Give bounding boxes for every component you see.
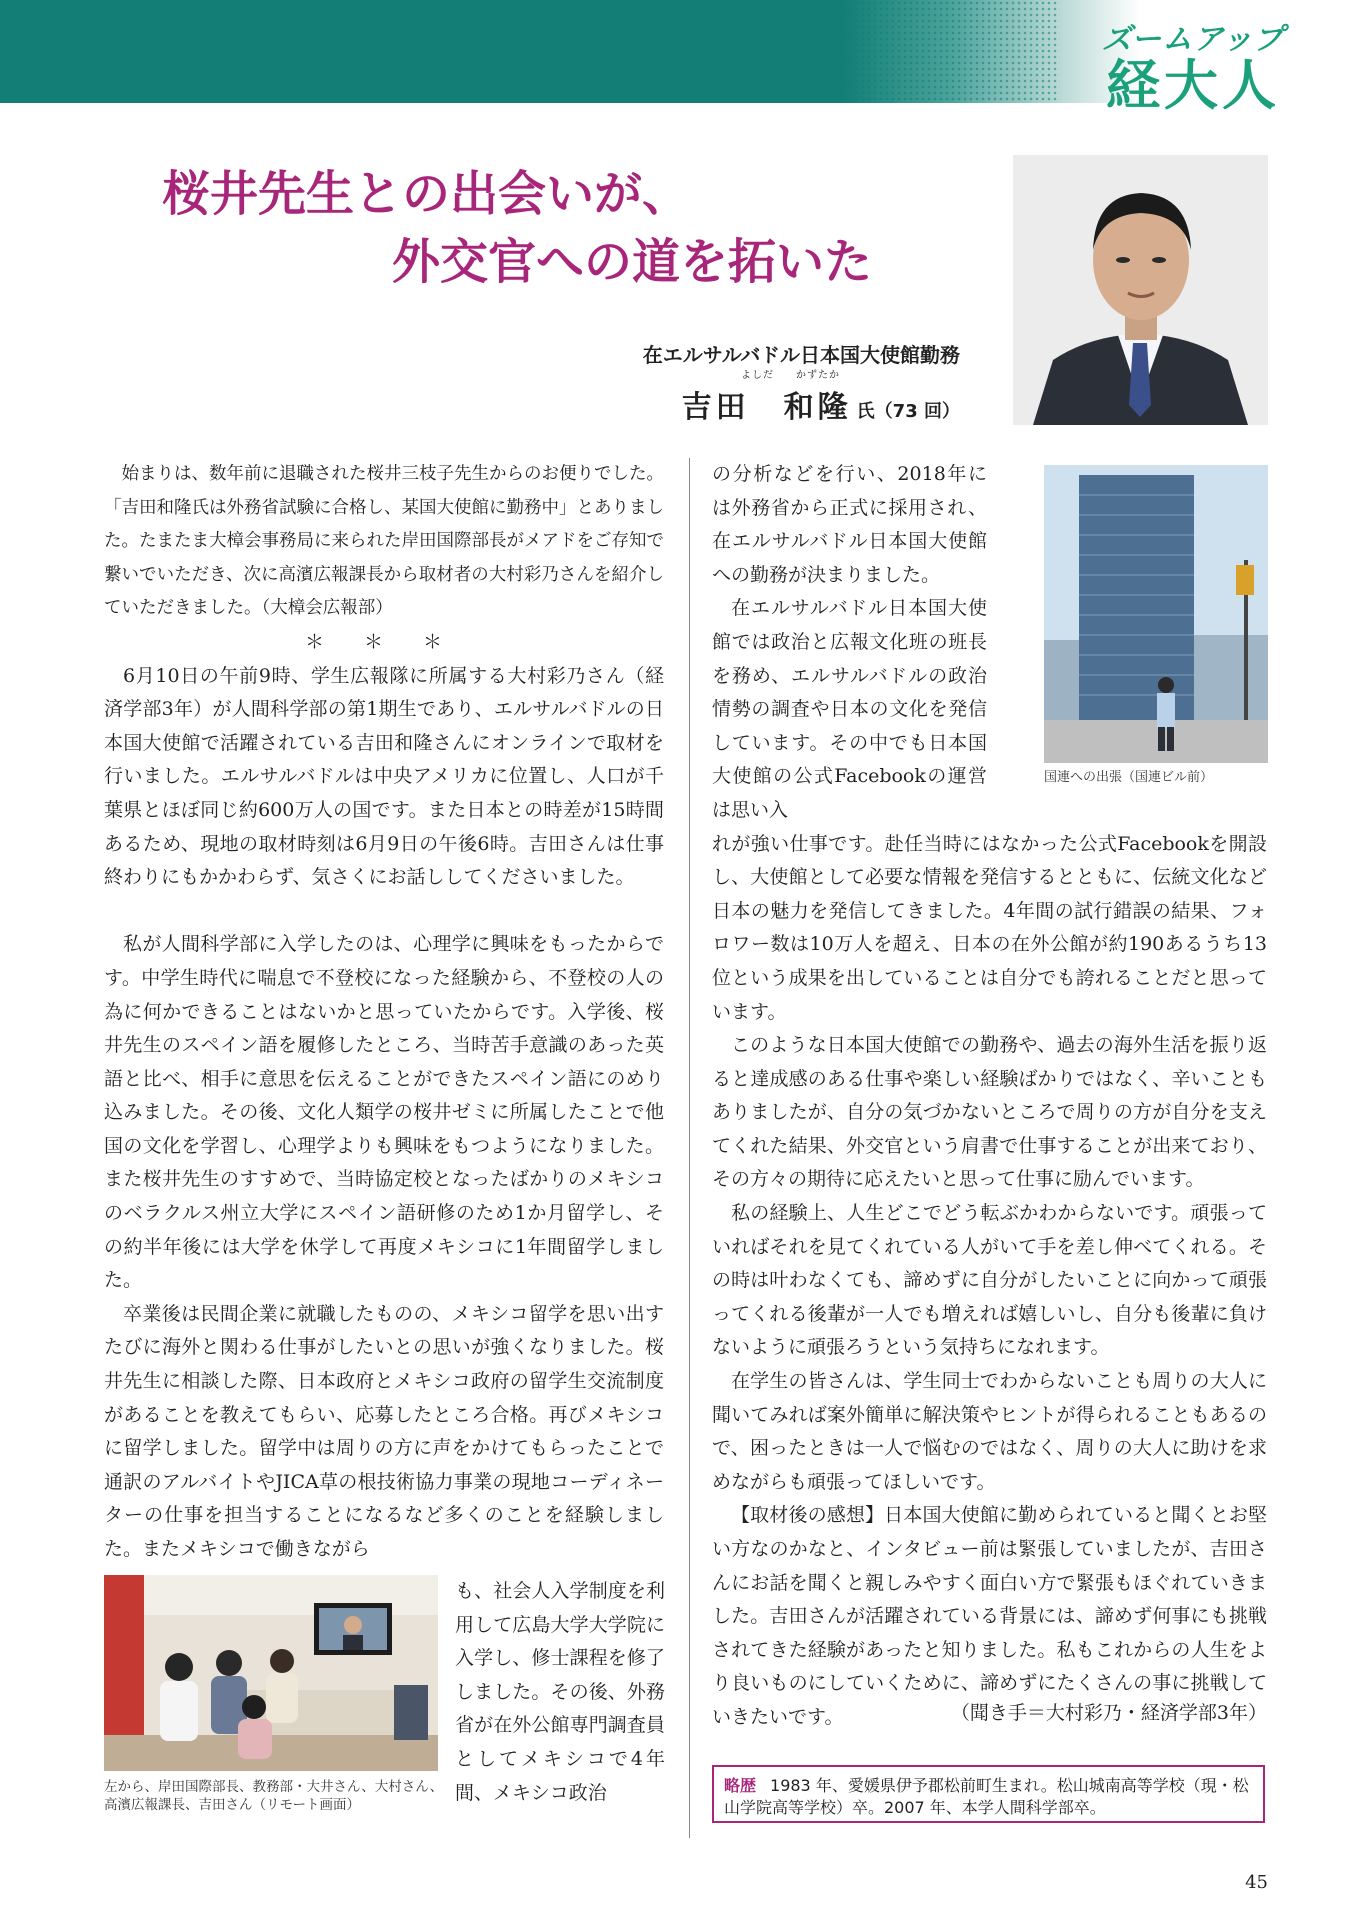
right-paragraph-4: 在学生の皆さんは、学生同士でわからないことも周りの大人に聞いてみれば案外簡単に解決策やヒントが得られることもあるので、困ったときは一人で悩むのではなく、周りの大人に助けを求めながらも頑張ってほしいです。 xyxy=(712,1370,1267,1493)
section-main-title: 経大人 xyxy=(1106,54,1280,117)
right-wrap-paragraph-1: の分析などを行い、2018年には外務省から正式に採用され、在エルサルバドル日本国大使館への勤務が決まりました。 xyxy=(712,463,987,586)
right-paragraph-5: 【取材後の感想】日本国大使館に勤められていると聞くとお堅い方なのかなと、インタビュー前は緊張していましたが、吉田さんにお話を聞くと親しみやすく面白い方で緊張もほぐれていきました。吉田さんが活躍されている背景には、諦めず何事にも挑戦されてきた経験があったと知りました。私もこれからの人生をより良いものにしていくために、諦めずにたくさんの事に挑戦していきたいです。 xyxy=(712,1504,1267,1728)
byline-name-reading: よしだ かずたか xyxy=(741,370,840,381)
section-badge xyxy=(1068,14,1318,117)
profile-text: 1983 年、愛媛県伊予郡松前町生まれ。松山城南高等学校（現・松山学院高等学校）卒。2007 年、本学人間科学部卒。 xyxy=(724,1776,1249,1817)
byline-name: 吉田 和隆 xyxy=(681,390,852,425)
headline-line-2: 外交官への道を拓いた xyxy=(392,234,873,290)
profile-label: 略歴 xyxy=(724,1776,757,1795)
blank-line xyxy=(104,895,664,929)
section-separator: ＊＊＊ xyxy=(304,630,482,653)
byline-suffix: 氏（73 回） xyxy=(856,401,960,422)
right-paragraph-3: 私の経験上、人生どこでどう転ぶかわからないです。頑張っていればそれを見てくれている人がいて手を差し伸べてくれる。その時は叶わなくても、諦めずに自分がしたいことに向かって頑張ってくれる後輩が一人でも増えれば嬉しいし、自分も後輩に負けないように頑張ろうという気持ちになれます。 xyxy=(712,1202,1267,1359)
intro-paragraph: 始まりは、数年前に退職された桜井三枝子先生からのお便りでした。「吉田和隆氏は外務省試験に合格し、某国大使館に勤務中」とありました。たまたま大樟会事務局に来られた岸田国際部長がメアドをご存知で繋いでいただき、次に高濱広報課長から取材者の大村彩乃さんを紹介していただきました。（大樟会広報部） xyxy=(104,464,664,619)
paragraph-1: 6月10日の午前9時、学生広報隊に所属する大村彩乃さん（経済学部3年）が人間科学部の第1期生であり、エルサルバドルの日本国大使館で活躍されている吉田和隆さんにオンラインで取材を行いました。エルサルバドルは中央アメリカに位置し、人口が千葉県とほぼ同じ約600万人の国です。また日本との時差が15時間あるため、現地の取材時刻は6月9日の午後6時。吉田さんは仕事終わりにもかかわらず、気さくにお話ししてくださいました。 xyxy=(104,664,664,889)
right-column xyxy=(712,458,1267,1735)
column-divider xyxy=(689,458,690,1838)
portrait-illustration xyxy=(1013,155,1268,425)
portrait-photo xyxy=(1013,155,1268,425)
section-sub-title: ズームアップ xyxy=(1101,22,1285,57)
page-number: 45 xyxy=(1245,1872,1268,1893)
left-column xyxy=(104,458,664,1567)
right-paragraph-1-continued: れが強い仕事です。赴任当時にはなかった公式Facebookを開設し、大使館として必要な情報を発信するとともに、伝統文化など日本の魅力を発信してきました。4年間の試行錯誤の結果、フォロワー数は10万人を超え、日本の在外公館が約190あるうち13位という成果を出していることは自分でも誇れることだと思っています。 xyxy=(712,832,1267,1023)
byline xyxy=(560,340,960,426)
right-wrap-block xyxy=(712,458,987,828)
meeting-illustration xyxy=(104,1575,438,1771)
left-wrap-text: も、社会人入学制度を利用して広島大学大学院に入学し、修士課程を修了しました。その後、外務省が在外公館専門調査員としてメキシコで4年間、メキシコ政治 xyxy=(455,1580,665,1804)
paragraph-3: 卒業後は民間企業に就職したものの、メキシコ留学を思い出すたびに海外と関わる仕事がしたいとの思いが強くなりました。桜井先生に相談した際、日本政府とメキシコ政府の留学生交流制度があることを教えてもらい、応募したところ合格。再びメキシコに留学しました。留学中は周りの方に声をかけてもらったことで通訳のアルバイトやJICA草の根技術協力事業の現地コーディネーターの仕事を担当することになるなど多くのことを経験しました。またメキシコで働きながら xyxy=(104,1302,664,1560)
paragraph-2: 私が人間科学部に入学したのは、心理学に興味をもったからです。中学生時代に喘息で不登校になった経験から、不登校の人の為に何かできることはないかと思っていたからです。入学後、桜井先生のスペイン語を履修したところ、当時苦手意識のあった英語と比べ、相手に意思を伝えることができたスペイン語にのめり込みました。その後、文化人類学の桜井ゼミに所属したことで他国の文化を学習し、心理学よりも興味をもつようになりました。また桜井先生のすすめで、当時協定校となったばかりのメキシコのベラクルス州立大学にスペイン語研修のため1か月留学し、その約半年後には大学を休学して再度メキシコに1年間留学しました。 xyxy=(104,933,664,1292)
article-headline xyxy=(162,160,962,296)
headline-line-1: 桜井先生との出会いが、 xyxy=(162,166,691,222)
right-paragraph-2: このような日本国大使館での勤務や、過去の海外生活を振り返ると達成感のある仕事や楽しい経験ばかりではなく、辛いこともありましたが、自分の気づかないところで周りの方が自分を支えてくれた結果、外交官という肩書で仕事することが出来ており、その方々の期待に応えたいと思って仕事に励んでいます。 xyxy=(712,1034,1267,1191)
profile-box xyxy=(712,1765,1265,1823)
right-wrap-paragraph-2: 在エルサルバドル日本国大使館では政治と広報文化班の班長を務め、エルサルバドルの政治情勢の調査や日本の文化を発信しています。その中でも日本国大使館の公式Facebookの運営は思い入 xyxy=(712,597,987,821)
interviewer-credit: （聞き手＝大村彩乃・経済学部3年） xyxy=(950,1702,1267,1724)
byline-organization: 在エルサルバドル日本国大使館勤務 xyxy=(642,343,960,367)
header-halftone xyxy=(830,0,1060,103)
meeting-photo xyxy=(104,1575,438,1771)
un-photo-caption: 国連への出張（国連ビル前） xyxy=(1044,770,1214,785)
meeting-photo-caption: 左から、岸田国際部長、教務部・大井さん、大村さん、高濱広報課長、吉田さん（リモート画面） xyxy=(104,1779,444,1813)
